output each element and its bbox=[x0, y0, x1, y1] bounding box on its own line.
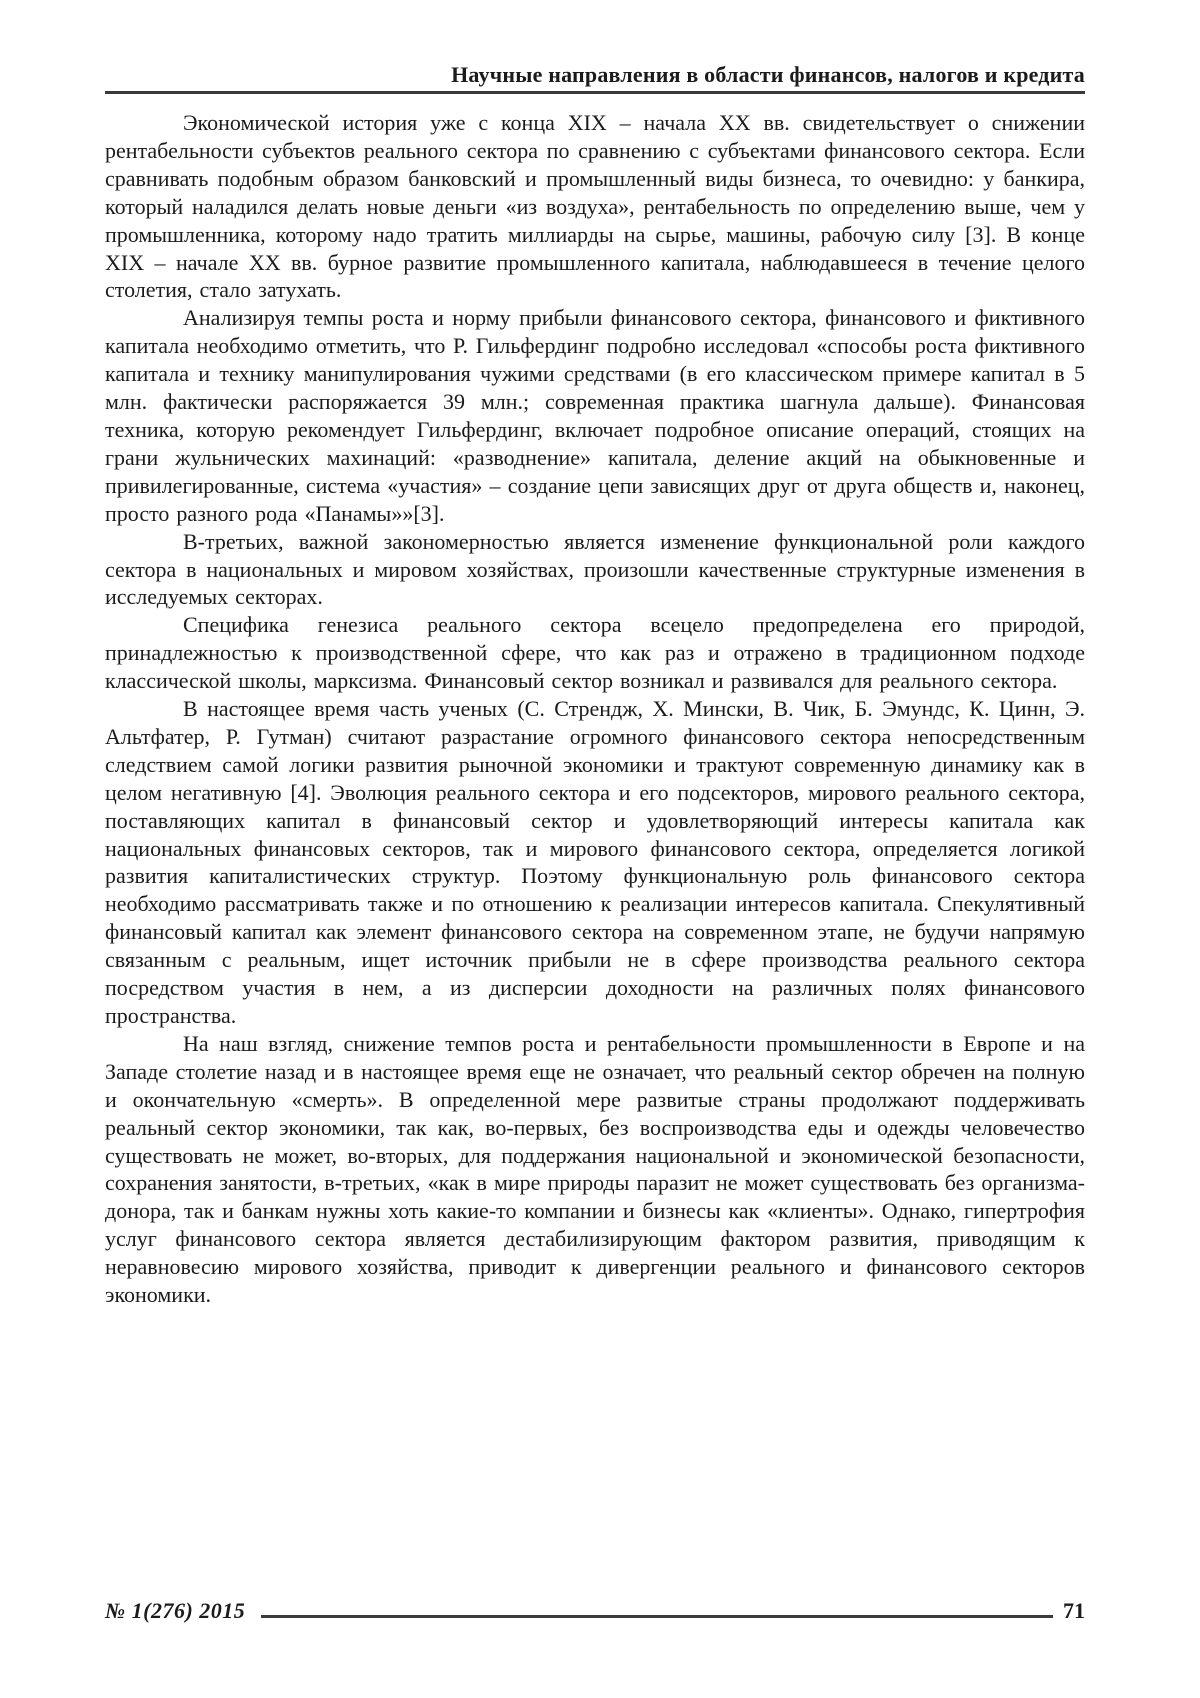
paragraph-2: Анализируя темпы роста и норму прибыли финансового сектора, финансового и фиктивного капитала необходимо отметить, что Р. Гильфердинг подробно исследовал «способы роста фиктивного капитала и технику манипулирования чужими средствами (в его классическом примере капитал в 5 млн. фактически распоряжается 39 млн.; современная практика шагнула дальше). Финансовая техника, которую рекомендует Гильфердинг, включает подробное описание операций, стоящих на грани жульнических махинаций: «разводнение» капитала, деление акций на обыкновенные и привилегированные, система «участия» – создание цепи зависящих друг от друга обществ и, наконец, просто разного рода «Панамы»»[3]. bbox=[105, 305, 1085, 526]
paragraph-5: В настоящее время часть ученых (С. Стрендж, Х. Мински, В. Чик, Б. Эмундс, К. Цинн, Э. Альтфатер, Р. Гутман) считают разрастание огромного финансового сектора непосредственным следствием самой логики развития рыночной экономики и трактуют современную динамику как в целом негативную [4]. Эволюция реального сектора и его подсекторов, мирового реального сектора, поставляющих капитал в финансовый сектор и удовлетворяющий интересы капитала как национальных финансовых секторов, так и мирового финансового сектора, определяется логикой развития капиталистических структур. Поэтому функциональную роль финансового сектора необходимо рассматривать также и по отношению к реализации интересов капитала. Спекулятивный финансовый капитал как элемент финансового сектора на современном этапе, не будучи напрямую связанным с реальным, ищет источник прибыли не в сфере производства реального сектора посредством участия в нем, а из дисперсии доходности на различных полях финансового пространства. bbox=[105, 696, 1085, 1028]
page-number: 71 bbox=[1063, 1598, 1085, 1623]
running-head-title: Научные направления в области финансов, налогов и кредита bbox=[105, 62, 1085, 94]
page-footer bbox=[105, 1598, 1085, 1624]
article-body bbox=[105, 109, 1085, 1309]
issue-label: № 1(276) 2015 bbox=[105, 1598, 246, 1623]
paragraph-1: Экономической история уже с конца XIX – начала XX вв. свидетельствует о снижении рентабельности субъектов реального сектора по сравнению с субъектами финансового сектора. Если сравнивать подобным образом банковский и промышленный виды бизнеса, то очевидно: у банкира, который наладился делать новые деньги «из воздуха», рентабельность по определению выше, чем у промышленника, которому надо тратить миллиарды на сырье, машины, рабочую силу [3]. В конце XIX – начале XX вв. бурное развитие промышленного капитала, наблюдавшееся в течение целого столетия, стало затухать. bbox=[105, 110, 1085, 303]
footer-rule bbox=[261, 1615, 1053, 1618]
paragraph-6: На наш взгляд, снижение темпов роста и рентабельности промышленности в Европе и на Западе столетие назад и в настоящее время еще не означает, что реальный сектор обречен на полную и окончательную «смерть». В определенной мере развитые страны продолжают поддерживать реальный сектор экономики, так как, во-первых, без воспроизводства еды и одежды человечество существовать не может, во-вторых, для поддержания национальной и экономической безопасности, сохранения занятости, в-третьих, «как в мире природы паразит не может существовать без организма-донора, так и банкам нужны хоть какие-то компании и бизнесы как «клиенты». Однако, гипертрофия услуг финансового сектора является дестабилизирующим фактором развития, приводящим к неравновесию мирового хозяйства, приводит к дивергенции реального и финансового секторов экономики. bbox=[105, 1030, 1085, 1308]
paragraph-3: В-третьих, важной закономерностью является изменение функциональной роли каждого сектора в национальных и мировом хозяйствах, произошли качественные структурные изменения в исследуемых секторах. bbox=[105, 528, 1085, 610]
paragraph-4: Специфика генезиса реального сектора всецело предопределена его природой, принадлежностью к производственной сфере, что как раз и отражено в традиционном подходе классической школы, марксизма. Финансовый сектор возникал и развивался для реального сектора. bbox=[105, 612, 1085, 694]
